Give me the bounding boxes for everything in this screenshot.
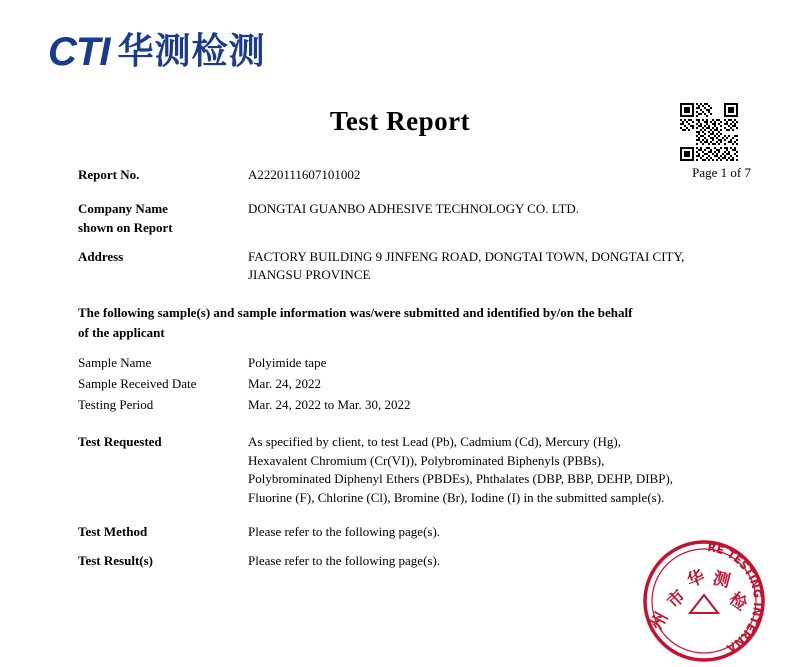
applicant-statement (78, 303, 738, 342)
svg-text:州: 州 (646, 608, 673, 634)
address-value (248, 248, 738, 286)
report-no-label: Report No. (78, 167, 140, 182)
report-no-value: A2220111607101002 (248, 167, 361, 182)
address-row (78, 248, 738, 286)
sample-name-label: Sample Name (78, 355, 152, 371)
company-name-value: DONGTAI GUANBO ADHESIVE TECHNOLOGY CO. LTD. (248, 200, 580, 216)
cti-logo (48, 32, 265, 72)
page-title: Test Report (329, 106, 471, 136)
testing-period-value: Mar. 24, 2022 to Mar. 30, 2022 (248, 396, 411, 412)
test-requested-line: Polybrominated Diphenyl Ethers (PBDEs), Phthalates (DBP, BBP, DEHP, DIBP), (248, 471, 674, 487)
test-requested-line: Hexavalent Chromium (Cr(VI)), Polybrominated Biphenyls (PBBs), (248, 452, 605, 468)
qr-code-icon (680, 103, 738, 161)
report-body (78, 166, 738, 573)
svg-text:市: 市 (663, 586, 690, 613)
test-requested-line: As specified by client, to test Lead (Pb), Cadmium (Cd), Mercury (Hg), (248, 433, 621, 449)
applicant-statement-line2: of the applicant (78, 324, 165, 340)
test-results-label: Test Result(s) (78, 552, 153, 568)
test-results-value: Please refer to the following page(s). (248, 552, 441, 568)
testing-period-row (78, 396, 738, 415)
company-name-label-line1: Company Name (78, 200, 168, 216)
sample-name-value: Polyimide tape (248, 355, 327, 371)
sample-received-label: Sample Received Date (78, 376, 197, 392)
svg-text:测: 测 (710, 568, 733, 592)
applicant-statement-line1: The following sample(s) and sample information was/were submitted and identified by/on the behalf (78, 305, 633, 321)
page-indicator: Page 1 of 7 (692, 165, 751, 180)
official-stamp (638, 535, 770, 667)
svg-text:华: 华 (684, 566, 708, 592)
test-requested-row (78, 433, 738, 508)
sample-name-row (78, 354, 738, 373)
logo-chinese-text: 华测检测 (117, 31, 266, 72)
svg-text:检: 检 (725, 588, 751, 616)
test-method-value: Please refer to the following page(s). (248, 524, 441, 540)
logo-latin-text: CTI (48, 30, 110, 74)
test-requested-label: Test Requested (78, 433, 162, 449)
sample-received-value: Mar. 24, 2022 (248, 376, 321, 392)
svg-text:RE TESTING INTERNA: RE TESTING INTERNA (706, 541, 765, 655)
address-value-line2: JIANGSU PROVINCE (248, 267, 371, 283)
report-no-row (78, 166, 738, 185)
company-name-label-line2: shown on Report (78, 219, 173, 235)
company-name-label (78, 200, 248, 238)
test-requested-line: Fluorine (F), Chlorine (Cl), Bromine (Br), Iodine (I) in the submitted sample(s). (248, 490, 665, 506)
address-value-line1: FACTORY BUILDING 9 JINFENG ROAD, DONGTAI TOWN, DONGTAI CITY, (248, 248, 685, 264)
test-method-label: Test Method (78, 524, 148, 540)
test-requested-value (248, 433, 738, 508)
company-name-row (78, 200, 738, 238)
sample-received-row (78, 375, 738, 394)
address-label: Address (78, 248, 124, 264)
testing-period-label: Testing Period (78, 396, 154, 412)
